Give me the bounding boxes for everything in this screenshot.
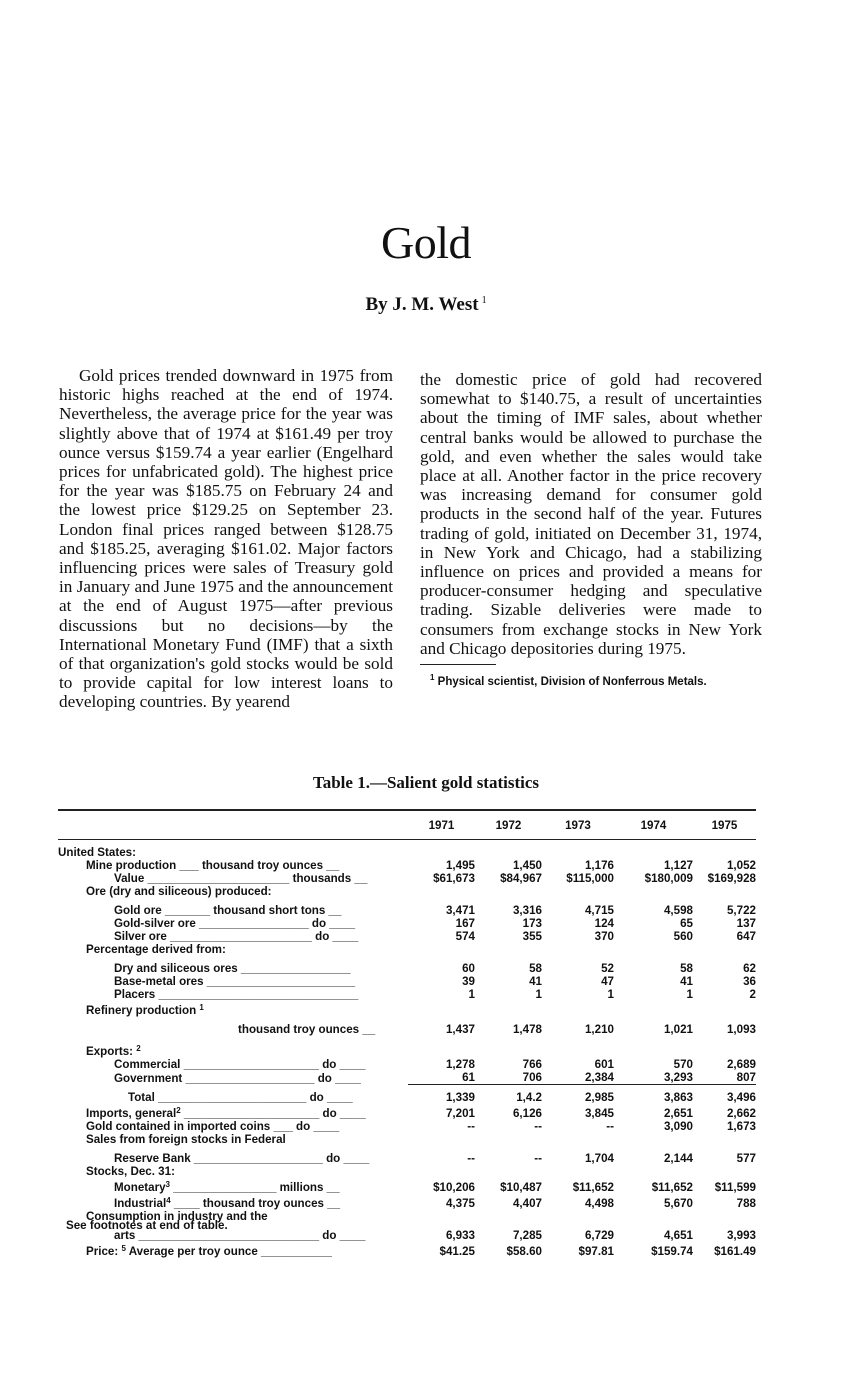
- table-cell: 4,498: [584, 1197, 614, 1210]
- table-cell: 4,375: [445, 1197, 475, 1210]
- row-label: Value ______________________ thousands __: [114, 872, 368, 885]
- table-cell: $161.49: [714, 1245, 756, 1258]
- table-cell: 3,471: [445, 904, 475, 917]
- table-cell: --: [467, 1120, 475, 1133]
- table-cell: 4,651: [663, 1229, 693, 1242]
- salient-statistics-table: [58, 809, 756, 1258]
- table-cell: 3,496: [726, 1091, 756, 1104]
- table-cell: 3,316: [512, 904, 542, 917]
- right-column-text: the domestic price of gold had recovered somewhat to $140.75, a result of uncertainties about the timing of IMF sales, about whether central banks would be allowed to purchase the gold, and even whether the sales would take place at all. Another factor in the price recovery was increasing demand for consumer gold products in the second half of the year. Futures trading of gold, initiated on December 31, 1974, in New York and Chicago, had a stabilizing influence on prices and provided a means for producer-consumer hedging and speculative trading. Sizable deliveries were made to consumers from exchange stocks in New York and Chicago depositories during 1975.: [420, 370, 762, 658]
- table-cell: 7,285: [512, 1229, 542, 1242]
- table-cell: 3,090: [663, 1120, 693, 1133]
- table-cell: $58.60: [506, 1245, 542, 1258]
- year-header: 1973: [542, 810, 614, 840]
- table-cell: 2,144: [663, 1152, 693, 1165]
- row-label: Total _______________________ do ____: [128, 1091, 353, 1104]
- table-row: [58, 885, 756, 898]
- footnote-ref: 1: [430, 673, 435, 683]
- table-cell: 560: [673, 930, 693, 943]
- section-label: Consumption in industry and the: [86, 1210, 268, 1223]
- table-row: [58, 859, 756, 872]
- table-cell: $11,599: [714, 1181, 756, 1194]
- monetary-label-suffix: ________________ millions __: [173, 1181, 340, 1194]
- table-cell: 1,437: [445, 1023, 475, 1036]
- price-footnote-ref: 5: [121, 1244, 126, 1253]
- author: By J. M. West: [365, 294, 479, 315]
- year-header: 1975: [693, 810, 756, 840]
- table-row: [58, 1133, 756, 1146]
- table-row: [58, 1042, 756, 1058]
- table-cell: 1: [607, 988, 614, 1001]
- section-label: [58, 1042, 756, 1058]
- table-cell: 1,021: [663, 1023, 693, 1036]
- table-cell: 3,293: [663, 1071, 693, 1084]
- row-label: Mine production ___ thousand troy ounces __: [86, 859, 340, 872]
- table-cell: 52: [601, 962, 614, 975]
- table-cell: 5,670: [663, 1197, 693, 1210]
- table-cell: 2,384: [584, 1071, 614, 1084]
- table-cell: 807: [736, 1071, 756, 1084]
- table-cell: 1,450: [512, 859, 542, 872]
- footnote: [420, 671, 762, 689]
- price-label: Price:: [86, 1245, 119, 1258]
- table-cell: 61: [462, 1071, 475, 1084]
- monetary-footnote-ref: 3: [165, 1180, 170, 1189]
- row-label: Commercial _____________________ do ____: [114, 1058, 366, 1071]
- table-cell: 6,933: [445, 1229, 475, 1242]
- industrial-label: Industrial: [114, 1197, 167, 1210]
- footnote-text: Physical scientist, Division of Nonferrous Metals.: [437, 675, 707, 688]
- table-cell: --: [606, 1120, 614, 1133]
- table-cell: 355: [522, 930, 542, 943]
- row-label: Gold ore _______ thousand short tons __: [114, 904, 342, 917]
- table-cell: 58: [529, 962, 542, 975]
- table-cell: 1,495: [445, 859, 475, 872]
- table-cell: $115,000: [566, 872, 614, 885]
- row-label: [58, 1104, 408, 1120]
- row-label: Silver ore ______________________ do ____: [114, 930, 359, 943]
- table-cell: $61,673: [433, 872, 475, 885]
- table-cell: 3,863: [663, 1091, 693, 1104]
- table-cell: 370: [594, 930, 614, 943]
- table-cell: 1,093: [726, 1023, 756, 1036]
- table-row: [58, 1242, 756, 1258]
- table-row: [58, 1023, 756, 1036]
- table-header-row: [58, 810, 756, 840]
- table-cell: 1,127: [663, 859, 693, 872]
- table-cell: $180,009: [644, 872, 693, 885]
- table-cell: 1: [686, 988, 693, 1001]
- table-cell: 647: [736, 930, 756, 943]
- table-cell: 1,4.2: [516, 1091, 542, 1104]
- table-cell: 2,985: [584, 1091, 614, 1104]
- author-footnote-ref: 1: [481, 295, 487, 306]
- imports-footnote-ref: 2: [176, 1106, 181, 1115]
- table-row: [58, 975, 756, 988]
- table-cell: $97.81: [578, 1245, 614, 1258]
- table-cell: --: [467, 1152, 475, 1165]
- table-cell: 41: [680, 975, 693, 988]
- table-cell: 601: [594, 1058, 614, 1071]
- table-cell: 1,210: [584, 1023, 614, 1036]
- row-label: Government ____________________ do ____: [114, 1071, 361, 1085]
- table-row: [58, 1120, 756, 1133]
- row-label: Dry and siliceous ores _________________: [114, 962, 351, 975]
- table-cell: 7,201: [445, 1107, 475, 1120]
- table-cell: --: [534, 1120, 542, 1133]
- table-cell: 1,339: [445, 1091, 475, 1104]
- table-cell: 6,729: [584, 1229, 614, 1242]
- exports-label: Exports:: [86, 1045, 134, 1058]
- table-cell: $11,652: [572, 1181, 614, 1194]
- table-cell: 65: [680, 917, 693, 930]
- table-cell: 1,278: [445, 1058, 475, 1071]
- refinery-footnote-ref: 1: [199, 1003, 204, 1012]
- byline: [0, 294, 852, 316]
- table-row: [58, 1194, 756, 1210]
- table-cell: 62: [743, 962, 756, 975]
- table-cell: $41.25: [439, 1245, 475, 1258]
- table-row: [58, 1071, 756, 1085]
- table-cell: 1: [535, 988, 542, 1001]
- table-row: [58, 1091, 756, 1104]
- table-row: [58, 904, 756, 917]
- table-cell: 47: [601, 975, 614, 988]
- page-title: Gold: [381, 217, 471, 268]
- section-label: United States:: [58, 846, 136, 859]
- table-cell: $10,206: [433, 1181, 475, 1194]
- table-cell: 60: [462, 962, 475, 975]
- table-row: [58, 846, 756, 859]
- row-label: [58, 1194, 408, 1210]
- table-cell: 766: [522, 1058, 542, 1071]
- table-cell: 167: [455, 917, 475, 930]
- table-row: [58, 1165, 756, 1178]
- table-row: [58, 1104, 756, 1120]
- footnote-rule: [420, 664, 496, 665]
- price-label-suffix: Average per troy ounce ___________: [128, 1245, 332, 1258]
- row-label: [58, 1178, 408, 1194]
- row-label: [58, 1242, 408, 1258]
- table-row: [58, 1152, 756, 1165]
- table-cell: 2,651: [663, 1107, 693, 1120]
- row-label: Gold-silver ore _________________ do ____: [114, 917, 356, 930]
- table-cell: 706: [522, 1071, 542, 1084]
- table-cell: 4,598: [663, 904, 693, 917]
- monetary-label: Monetary: [114, 1181, 166, 1194]
- table-row: [58, 1001, 756, 1017]
- row-label: Reserve Bank ____________________ do ____: [114, 1152, 370, 1165]
- imports-label: Imports, general: [86, 1107, 177, 1120]
- table-cell: 1,176: [584, 859, 614, 872]
- row-label: arts ____________________________ do ____: [114, 1229, 366, 1242]
- table-cell: 4,407: [512, 1197, 542, 1210]
- table-cell: 6,126: [512, 1107, 542, 1120]
- table-cell: 574: [455, 930, 475, 943]
- table-cell: 39: [462, 975, 475, 988]
- table-cell: 2,662: [726, 1107, 756, 1120]
- year-header: 1972: [475, 810, 542, 840]
- table-row: [58, 872, 756, 885]
- table-cell: 58: [680, 962, 693, 975]
- section-label: [58, 1001, 756, 1017]
- section-label: Ore (dry and siliceous) produced:: [86, 885, 272, 898]
- right-column: [420, 370, 762, 689]
- table-cell: 570: [673, 1058, 693, 1071]
- table-cell: 5,722: [726, 904, 756, 917]
- industrial-label-suffix: ____ thousand troy ounces __: [173, 1197, 341, 1210]
- section-label: Sales from foreign stocks in Federal: [86, 1133, 286, 1146]
- refinery-label: Refinery production: [86, 1004, 197, 1017]
- table-cell: 1: [468, 988, 475, 1001]
- table-row: [58, 1178, 756, 1194]
- table-row: [58, 962, 756, 975]
- table-cell: 2,689: [726, 1058, 756, 1071]
- section-label: Stocks, Dec. 31:: [86, 1165, 175, 1178]
- table-cell: $159.74: [651, 1245, 693, 1258]
- table-row: [58, 930, 756, 943]
- table-row: [58, 1058, 756, 1071]
- table-cell: 4,715: [584, 904, 614, 917]
- table-cell: 3,845: [584, 1107, 614, 1120]
- row-label: Gold contained in imported coins ___ do ____: [86, 1120, 340, 1133]
- table-cell: 1,478: [512, 1023, 542, 1036]
- row-label: thousand troy ounces __: [238, 1023, 376, 1036]
- table-cell: $169,928: [707, 872, 756, 885]
- row-label: Placers _______________________________: [114, 988, 359, 1001]
- imports-label-suffix: _____________________ do ____: [183, 1107, 366, 1120]
- table-cell: 124: [594, 917, 614, 930]
- table-title: Table 1.—Salient gold statistics: [312, 773, 540, 792]
- left-column-text: Gold prices trended downward in 1975 from historic highs reached at the end of 1974. Nevertheless, the average price for the year was slightly above that of 1974 at $161.49 per troy ounce versus $159.74 a year earlier (Engelhard prices for unfabricated gold). The highest price for the year was $185.75 on February 24 and the lowest price $129.25 on September 23. London final prices ranged between $128.75 and $185.25, averaging $161.02. Major factors influencing prices were sales of Treasury gold in January and June 1975 and the announcement at the end of August 1975—after previous discussions but no decisions—by the International Monetary Fund (IMF) that a sixth of that organization's gold stocks would be sold to provide capital for low interest loans to developing countries. By yearend: [59, 366, 393, 712]
- table-cell: 577: [736, 1152, 756, 1165]
- table-cell: 788: [736, 1197, 756, 1210]
- table-cell: 41: [529, 975, 542, 988]
- year-header: 1974: [614, 810, 693, 840]
- table-cell: 173: [522, 917, 542, 930]
- left-column: [59, 366, 393, 712]
- table-row: [58, 917, 756, 930]
- year-header: 1971: [408, 810, 475, 840]
- table-row: [58, 943, 756, 956]
- table-cell: 1,704: [584, 1152, 614, 1165]
- table-cell: 1,052: [726, 859, 756, 872]
- row-label: Base-metal ores _______________________: [114, 975, 356, 988]
- section-label: Percentage derived from:: [86, 943, 226, 956]
- industrial-footnote-ref: 4: [166, 1196, 171, 1205]
- table-cell: 2: [749, 988, 756, 1001]
- table-cell: 1,673: [726, 1120, 756, 1133]
- table-cell: $10,487: [500, 1181, 542, 1194]
- table-row: [58, 988, 756, 1001]
- table-cell: $11,652: [651, 1181, 693, 1194]
- header-item: [58, 810, 408, 840]
- table-cell: 137: [736, 917, 756, 930]
- table-cell: --: [534, 1152, 542, 1165]
- table-cell: 36: [743, 975, 756, 988]
- table-footnote-note: See footnotes at end of table.: [66, 1219, 228, 1232]
- exports-footnote-ref: 2: [136, 1044, 141, 1053]
- table-cell: 3,993: [726, 1229, 756, 1242]
- table-cell: $84,967: [500, 872, 542, 885]
